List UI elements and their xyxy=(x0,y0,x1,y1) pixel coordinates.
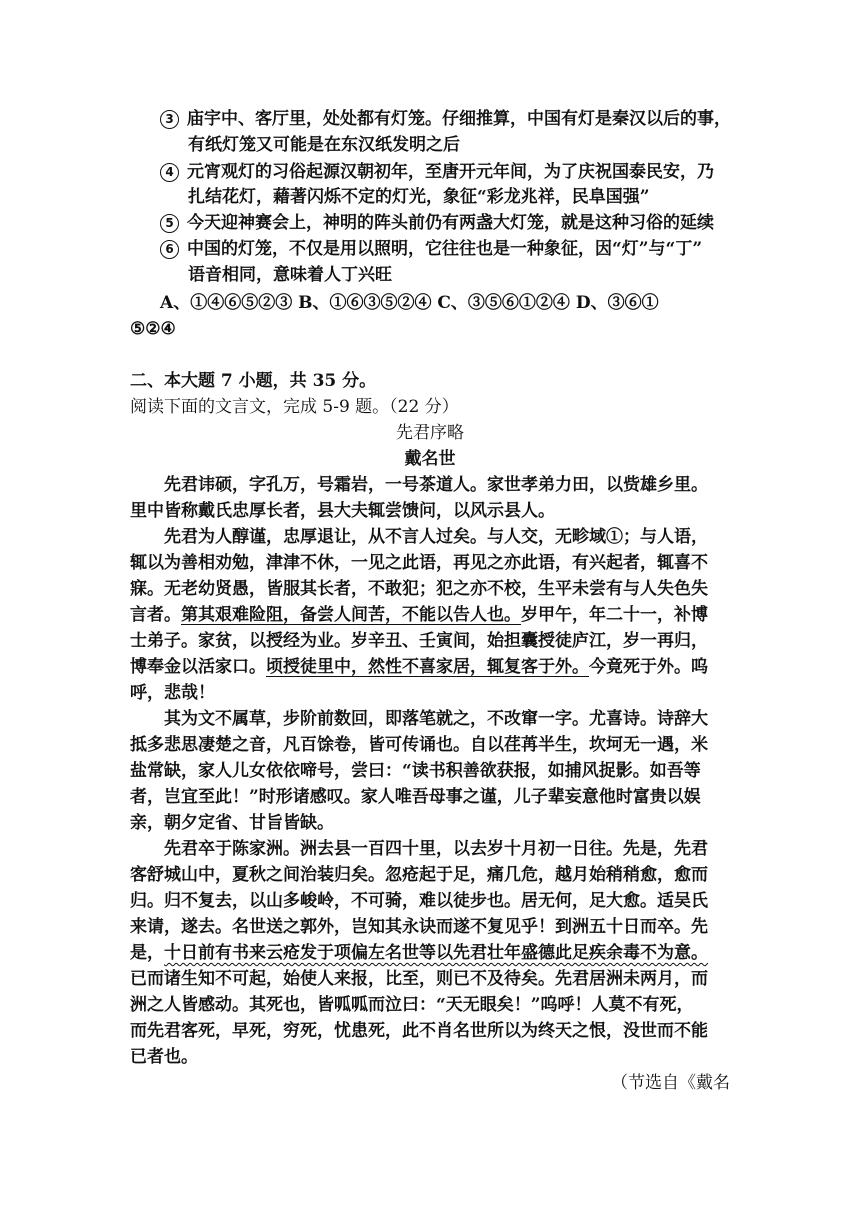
sentence-item-5: 5 今天迎神赛会上，神明的阵头前仍有两盏大灯笼，就是这种习俗的延续 xyxy=(160,210,714,236)
passage-source: （节选自《戴名 xyxy=(611,1073,730,1093)
passage-line: 先君卒于陈家洲。洲去县一百四十里，以去岁十月初一日往。先是，先君 xyxy=(164,839,708,859)
passage-line: 是，十日前有书来云疮发于项偏左名世等以先君壮年盛德此足疾余毒不为意。 xyxy=(130,943,708,963)
circled-number: 6 xyxy=(160,240,179,259)
passage-line: 而先君客死，早死，穷死，忧患死，此不肖名世所以为终天之恨，没世而不能 xyxy=(130,1021,708,1041)
passage-line: 其为文不属草，步阶前数回，即落笔就之，不改窜一字。尤喜诗。诗辞大 xyxy=(164,709,708,729)
sentence-item-4: 4 元宵观灯的习俗起源汉朝初年，至唐开元年间，为了庆祝国泰民安，乃 xyxy=(160,159,714,185)
sentence-item-4-cont: 扎结花灯，藉著闪烁不定的灯光，象征“彩龙兆祥，民阜国强” xyxy=(188,187,650,207)
sentence-item-3-cont: 有纸灯笼又可能是在东汉纸发明之后 xyxy=(188,135,460,155)
passage-line: 博奉金以活家口。顷授徒里中，然性不喜家居，辄复客于外。今竟死于外。呜 xyxy=(130,657,708,677)
underlined-sentence: 顷授徒里中，然性不喜家居，辄复客于外。 xyxy=(266,657,589,677)
circled-number: 4 xyxy=(160,163,179,182)
passage-line: 辄以为善相劝勉，津津不休，一见之此语，再见之亦此语，有兴起者，辄喜不 xyxy=(130,553,708,573)
sentence-item-6-cont: 语音相同，意味着人丁兴旺 xyxy=(188,265,392,285)
passage-line: 里中皆称戴氏忠厚长者，县大夫辄尝馈问，以风示县人。 xyxy=(130,501,555,521)
passage-author: 戴名世 xyxy=(404,449,456,469)
passage-line: 先君为人醇谨，忠厚退让，从不言人过矣。与人交，无畛域①；与人语， xyxy=(164,527,708,547)
sentence-item-3: 3 庙宇中、客厅里，处处都有灯笼。仔细推算，中国有灯是秦汉以后的事， xyxy=(160,106,731,132)
passage-line: 归。归不复去，以山多峻岭，不可骑，难以徒步也。居无何，足大愈。适吴氏 xyxy=(130,891,708,911)
section-heading: 二、本大题 7 小题，共 35 分。 xyxy=(130,371,377,391)
passage-line: 言者。第其艰难险阻，备尝人间苦，不能以告人也。岁甲午，年二十一，补博 xyxy=(130,605,708,625)
passage-line: 洲之人皆感动。其死也，皆呱呱而泣曰：“天无眼矣！”呜呼！人莫不有死， xyxy=(130,995,694,1015)
passage-line: 寐。无老幼贤愚，皆服其长者，不敢犯；犯之亦不校，生平未尝有与人失色失 xyxy=(130,579,708,599)
answer-options: A、①④⑥⑤②③ B、①⑥③⑤②④ C、③⑤⑥①②④ D、③⑥① xyxy=(160,293,659,313)
passage-title: 先君序略 xyxy=(396,423,464,443)
passage-line: 士弟子。家贫，以授经为业。岁辛丑、壬寅间，始担囊授徒庐江，岁一再归， xyxy=(130,631,708,651)
passage-line: 已而诸生知不可起，始使人来报，比至，则已不及待矣。先君居洲未两月，而 xyxy=(130,969,708,989)
answer-options-cont: ⑤②④ xyxy=(130,319,176,339)
wavy-underlined-sentence: 十日前有书来云疮发于项偏左名世等以先君壮年盛德此足疾余毒不为意。 xyxy=(164,943,708,963)
passage-line: 客舒城山中，夏秋之间治装归矣。忽疮起于足，痛几危，越月始稍稍愈，愈而 xyxy=(130,865,708,885)
passage-line: 呼，悲哉！ xyxy=(130,683,215,703)
underlined-sentence: 第其艰难险阻，备尝人间苦，不能以告人也。 xyxy=(181,605,521,625)
passage-line: 先君讳硕，字孔万，号霜岩，一号茶道人。家世孝弟力田，以赀雄乡里。 xyxy=(164,475,708,495)
sentence-item-6: 6 中国的灯笼，不仅是用以照明，它往往也是一种象征，因“灯”与“丁” xyxy=(160,236,702,262)
section-instruction: 阅读下面的文言文，完成 5-9 题。（22 分） xyxy=(130,397,459,417)
passage-line: 者，岂宜至此！”时形诸感叹。家人唯吾母事之谨，儿子辈妄意他时富贵以娱 xyxy=(130,787,701,807)
passage-line: 来请，遂去。名世送之郭外，岂知其永诀而遂不复见乎！到洲五十日而卒。先 xyxy=(130,917,708,937)
passage-line: 亲，朝夕定省、甘旨皆缺。 xyxy=(130,813,334,833)
passage-line: 抵多悲思凄楚之音，凡百馀卷，皆可传诵也。自以荏苒半生，坎坷无一遇，米 xyxy=(130,735,708,755)
passage-line: 已者也。 xyxy=(130,1047,198,1067)
circled-number: 3 xyxy=(160,110,179,129)
circled-number: 5 xyxy=(160,214,179,233)
passage-line: 盐常缺，家人儿女依依啼号，尝曰：“读书积善欲获报，如捕风捉影。如吾等 xyxy=(130,761,701,781)
